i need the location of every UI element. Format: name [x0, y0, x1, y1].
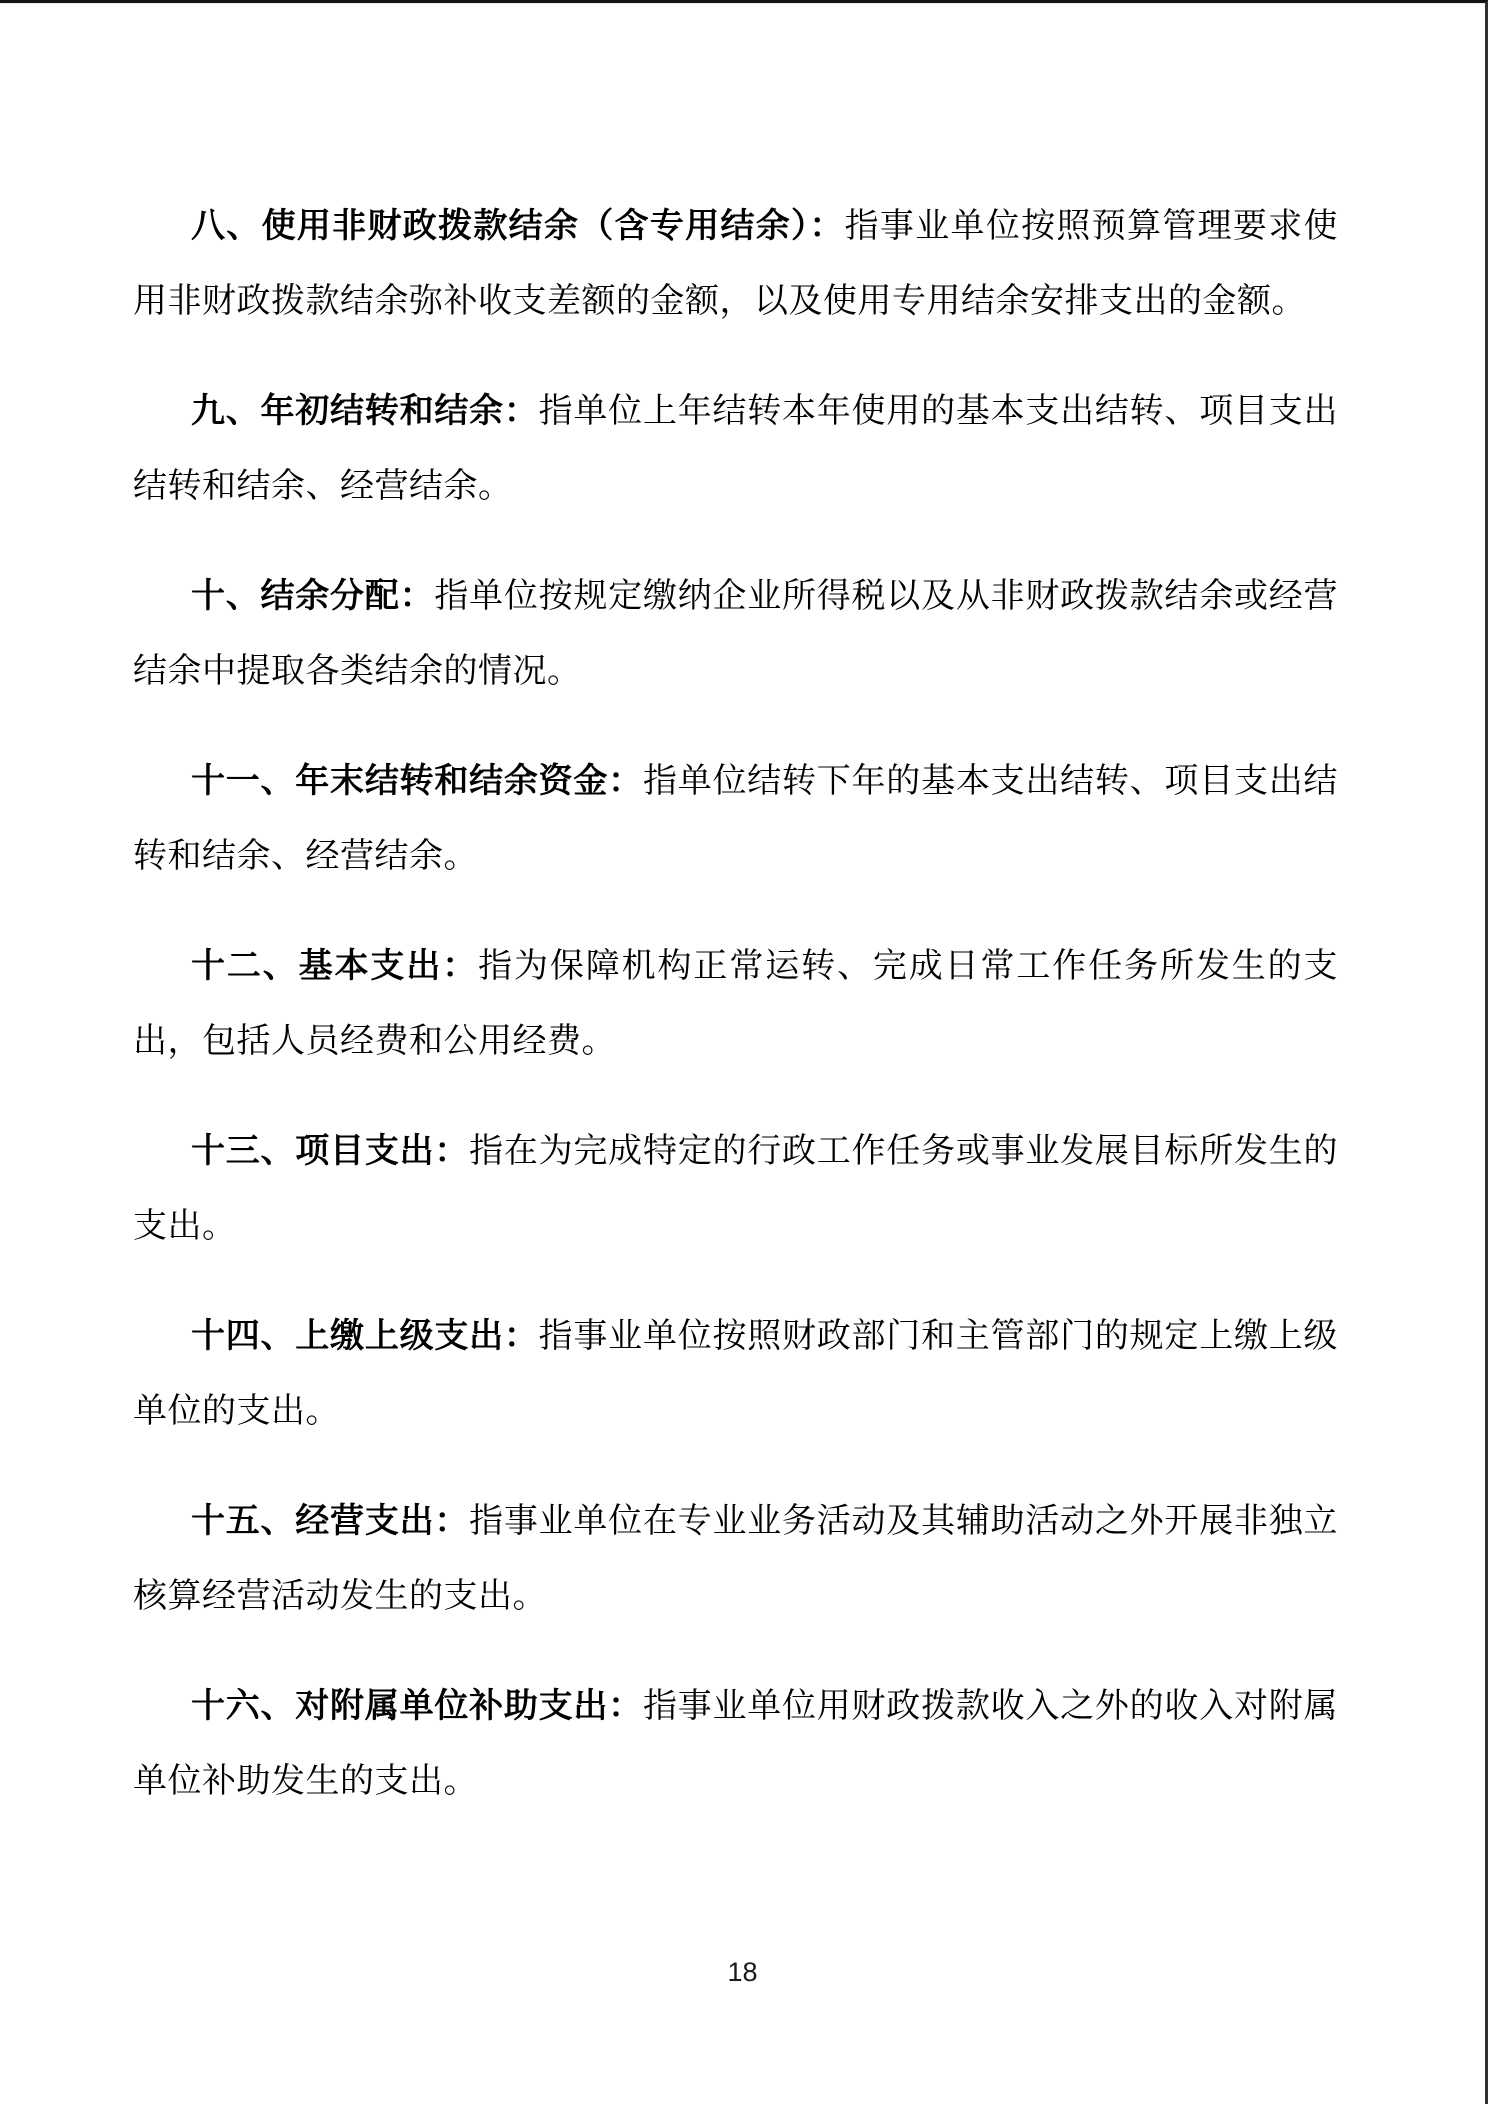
term-label: 十五、经营支出：	[191, 1502, 470, 1540]
glossary-paragraph	[133, 929, 1338, 1079]
top-edge-hairline	[0, 3, 1485, 4]
term-label: 十、结余分配：	[191, 577, 435, 615]
glossary-paragraph	[133, 189, 1338, 339]
term-definition: 指事业单位按照财政部门和主管部门的规定上缴上级单位的支出。	[133, 1317, 1338, 1430]
term-label: 十六、对附属单位补助支出：	[191, 1687, 643, 1725]
term-definition: 指事业单位用财政拨款收入之外的收入对附属单位补助发生的支出。	[133, 1687, 1338, 1800]
term-definition: 指事业单位按照预算管理要求使用非财政拨款结余弥补收支差额的金额，以及使用专用结余安排支出的金额。	[133, 207, 1338, 320]
term-label: 九、年初结转和结余：	[191, 392, 539, 430]
term-label: 十二、基本支出：	[191, 947, 479, 985]
term-definition: 指单位结转下年的基本支出结转、项目支出结转和结余、经营结余。	[133, 762, 1338, 875]
term-label: 十一、年末结转和结余资金：	[191, 762, 643, 800]
glossary-paragraph	[133, 1114, 1338, 1264]
glossary-paragraph	[133, 1299, 1338, 1449]
glossary-paragraph-list	[133, 189, 1338, 1854]
term-definition: 指为保障机构正常运转、完成日常工作任务所发生的支出，包括人员经费和公用经费。	[133, 947, 1339, 1060]
glossary-paragraph	[133, 1484, 1338, 1634]
term-definition: 指单位上年结转本年使用的基本支出结转、项目支出结转和结余、经营结余。	[133, 392, 1338, 505]
glossary-paragraph	[133, 744, 1338, 894]
term-label: 十四、上缴上级支出：	[191, 1317, 539, 1355]
glossary-paragraph	[133, 374, 1338, 524]
page-number: 18	[727, 1957, 758, 1987]
term-label: 十三、项目支出：	[191, 1132, 470, 1170]
term-definition: 指在为完成特定的行政工作任务或事业发展目标所发生的支出。	[133, 1132, 1338, 1245]
term-definition: 指事业单位在专业业务活动及其辅助活动之外开展非独立核算经营活动发生的支出。	[133, 1502, 1338, 1615]
term-definition: 指单位按规定缴纳企业所得税以及从非财政拨款结余或经营结余中提取各类结余的情况。	[133, 577, 1338, 690]
term-label: 八、使用非财政拨款结余（含专用结余）：	[191, 207, 845, 245]
glossary-paragraph	[133, 559, 1338, 709]
glossary-paragraph	[133, 1669, 1338, 1819]
